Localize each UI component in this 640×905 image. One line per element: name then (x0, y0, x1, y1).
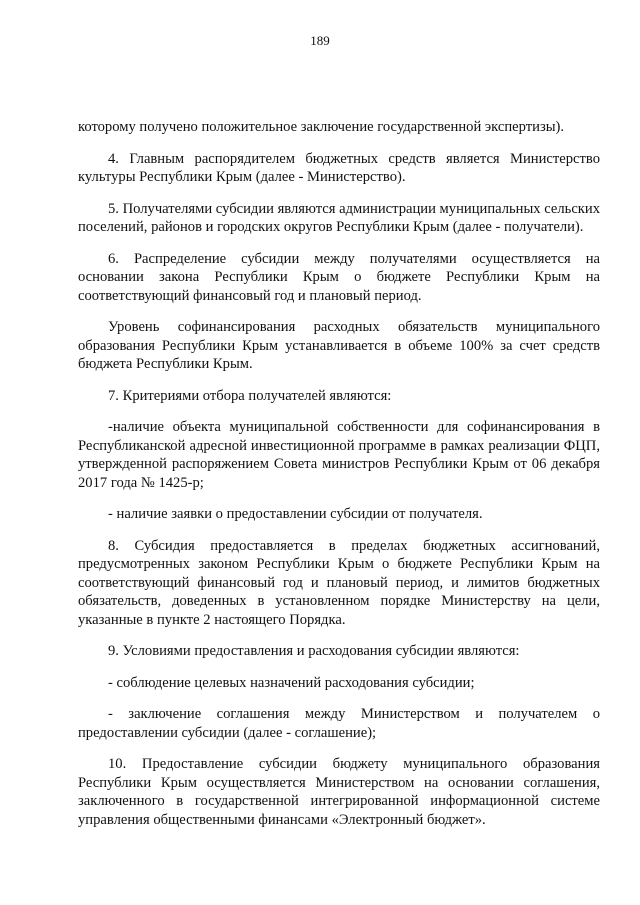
paragraph-continuation: которому получено положительное заключение государственной экспертизы). (78, 119, 565, 135)
paragraph-item-4: 4. Главным распорядителем бюджетных средств является Министерство культуры Республики Крым (далее - Министерство). (78, 150, 600, 185)
page-number: 189 (310, 33, 330, 48)
paragraph-item-8: 8. Субсидия предоставляется в пределах бюджетных ассигнований, предусмотренных законом Республики Крым о бюджете Республики Крым на соответствующий финансовый год и плановый период, и лимитов бюджетных обязательств, доведенных в установленном порядке Министерству на цели, указанные в пункте 2 настоящего Порядка. (78, 537, 600, 628)
document-body (78, 118, 600, 842)
paragraph-condition-1: - соблюдение целевых назначений расходования субсидии; (108, 674, 475, 691)
paragraph-item-7: 7. Критериями отбора получателей являются: (108, 387, 392, 404)
paragraph-criterion-2: - наличие заявки о предоставлении субсидии от получателя. (108, 506, 483, 522)
paragraph-item-6: 6. Распределение субсидии между получателями осуществляется на основании закона Республики Крым о бюджете Республики Крым на соответствующий финансовый год и плановый период. (78, 250, 600, 304)
paragraph-item-5: 5. Получателями субсидии являются администрации муниципальных сельских поселений, районов и городских округов Республики Крым (далее - получатели). (78, 200, 600, 235)
paragraph-item-9: 9. Условиями предоставления и расходования субсидии являются: (108, 643, 520, 659)
paragraph-item-10: 10. Предоставление субсидии бюджету муниципального образования Республики Крым осуществляется Министерством на основании соглашения, заключенного в государственной интегрированной информационной системе управления общественными финансами «Электронный бюджет». (78, 756, 600, 828)
paragraph-cofinancing-level: Уровень софинансирования расходных обязательств муниципального образования Республики Крым устанавливается в объеме 100% за счет средств бюджета Республики Крым. (78, 319, 600, 372)
paragraph-condition-2: - заключение соглашения между Министерством и получателем о предоставлении субсидии (далее - соглашение); (78, 706, 600, 741)
paragraph-criterion-1: -наличие объекта муниципальной собственности для софинансирования в Республиканской адресной инвестиционной программе в рамках реализации ФЦП, утвержденной распоряжением Совета министров Республики Крым от 06 декабря 2017 года № 1425-р; (78, 419, 600, 491)
